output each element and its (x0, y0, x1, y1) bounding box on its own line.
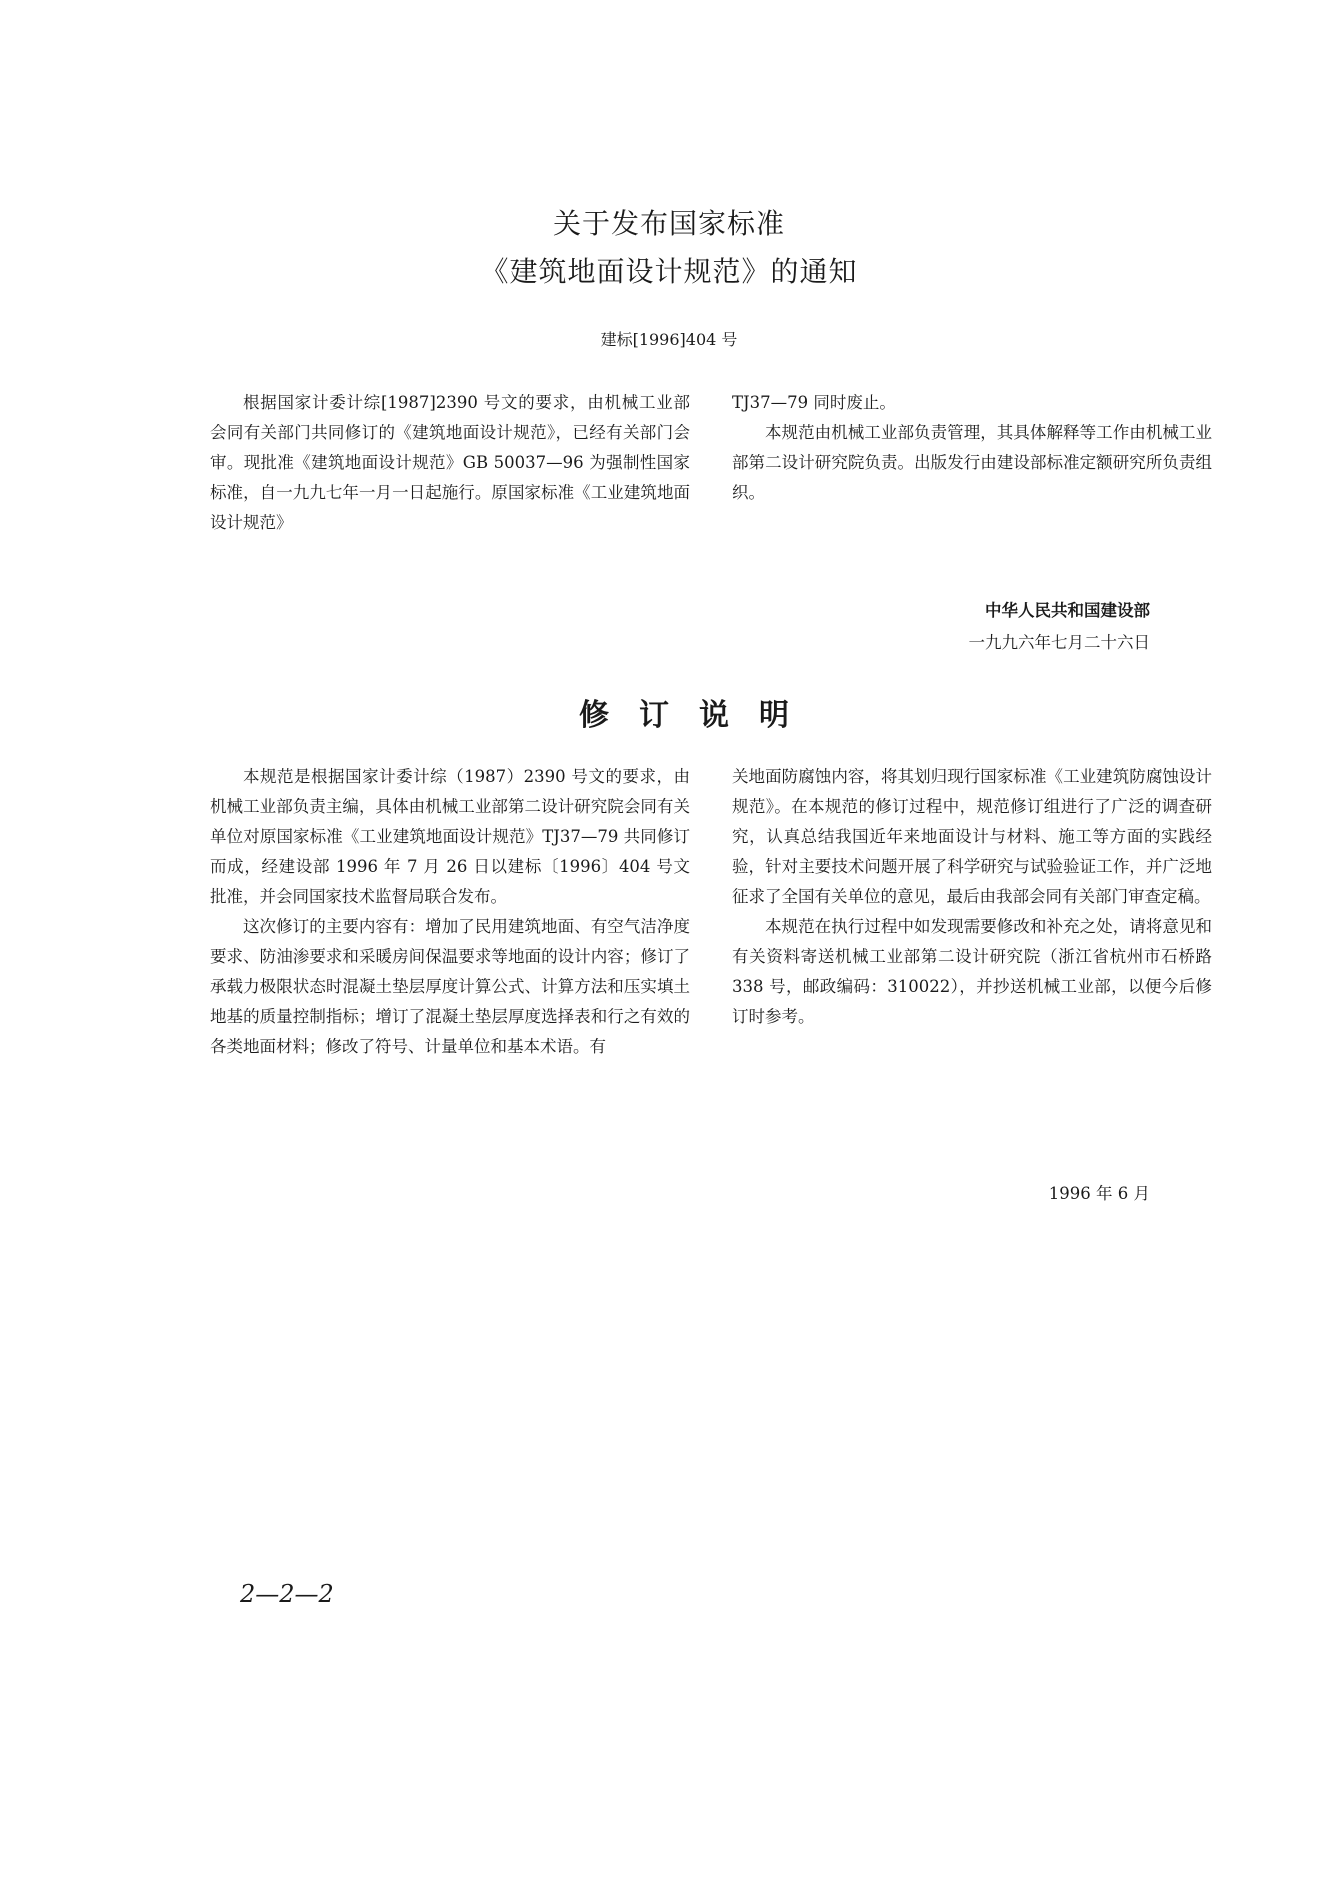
revision-paragraph: 本规范是根据国家计委计综（1987）2390 号文的要求，由机械工业部负责主编，具体由机械工业部第二设计研究院会同有关单位对原国家标准《工业建筑地面设计规范》TJ37—79 共同修订而成，经建设部 1996 年 7 月 26 日以建标〔1996〕404 号文批准，并会同国家技术监督局联合发布。 (210, 767, 690, 906)
page-number: 2—2—2 (240, 1580, 334, 1608)
revision-paragraph: 这次修订的主要内容有：增加了民用建筑地面、有空气洁净度要求、防油渗要求和采暖房间保温要求等地面的设计内容；修订了承载力极限状态时混凝土垫层厚度计算公式、计算方法和压实填土地基的质量控制指标；增订了混凝土垫层厚度选择表和行之有效的各类地面材料；修改了符号、计量单位和基本术语。有 (210, 917, 690, 1056)
notice-paragraph: 本规范由机械工业部负责管理，其具体解释等工作由机械工业部第二设计研究院负责。出版发行由建设部标准定额研究所负责组织。 (732, 423, 1212, 502)
notice-title-line-2: 《建筑地面设计规范》的通知 (480, 255, 858, 288)
notice-signature (900, 595, 1150, 659)
issuing-organization: 中华人民共和国建设部 (985, 601, 1150, 620)
notice-body-left-column (210, 388, 690, 538)
revision-date: 1996 年 6 月 (1048, 1184, 1150, 1203)
revision-paragraph-continuation: 关地面防腐蚀内容，将其划归现行国家标准《工业建筑防腐蚀设计规范》。在本规范的修订过程中，规范修订组进行了广泛的调查研究，认真总结我国近年来地面设计与材料、施工等方面的实践经验，针对主要技术问题开展了科学研究与试验验证工作，并广泛地征求了全国有关单位的意见，最后由我部会同有关部门审查定稿。 (732, 767, 1212, 906)
revision-body-left-column (210, 762, 690, 1062)
notice-title (0, 200, 1338, 296)
revision-paragraph: 本规范在执行过程中如发现需要修改和补充之处，请将意见和有关资料寄送机械工业部第二设计研究院（浙江省杭州市石桥路 338 号，邮政编码：310022），并抄送机械工业部，以便今后修订时参考。 (732, 917, 1212, 1026)
notice-title-line-1: 关于发布国家标准 (552, 207, 785, 240)
revision-section-title: 修订说明 (579, 698, 819, 733)
issue-date: 一九九六年七月二十六日 (968, 633, 1150, 652)
notice-paragraph-continuation: TJ37—79 同时废止。 (732, 393, 896, 412)
document-number: 建标[1996]404 号 (600, 330, 738, 349)
notice-body-right-column (732, 388, 1212, 508)
notice-paragraph: 根据国家计委计综[1987]2390 号文的要求，由机械工业部会同有关部门共同修订的《建筑地面设计规范》，已经有关部门会审。现批准《建筑地面设计规范》GB 50037—96 为强制性国家标准，自一九九七年一月一日起施行。原国家标准《工业建筑地面设计规范》 (210, 393, 690, 532)
revision-body-right-column (732, 762, 1212, 1032)
